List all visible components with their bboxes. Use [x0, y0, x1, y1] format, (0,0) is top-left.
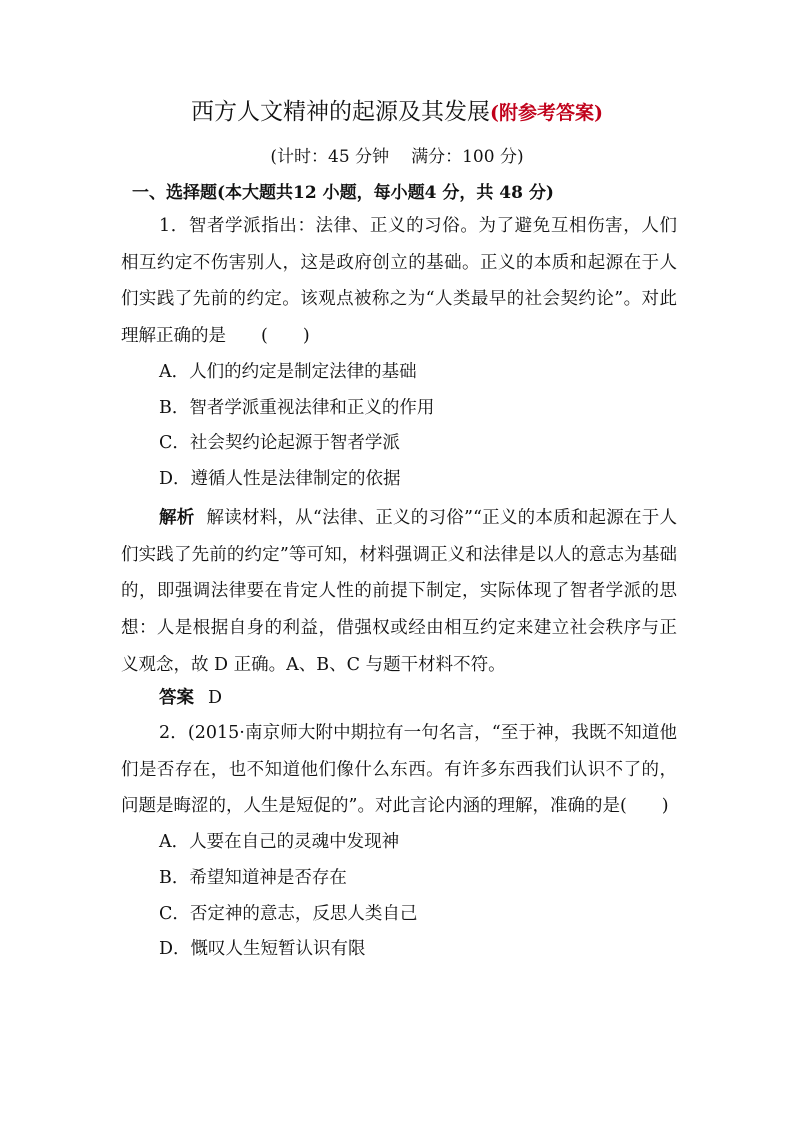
question-stem: 2．(2015·南京师大附中期拉有一句名言，“至于神，我既不知道他们是否存在，也不知道他们像什么东西。有许多东西我们认识不了的，问题是晦涩的，人生是短促的”。对此言论内涵的理解，准确的是( ) [121, 723, 677, 817]
option-d: D．遵循人性是法律制定的依据 [159, 468, 401, 489]
analysis [121, 500, 677, 684]
option-a: A．人们的约定是制定法律的基础 [159, 361, 417, 382]
answer-label: 答案 [159, 688, 194, 708]
analysis-text [121, 500, 677, 684]
option-d: D．慨叹人生短暂认识有限 [159, 939, 366, 960]
time-limit: (计时：45 分钟 [270, 147, 390, 167]
analysis-body: 解读材料，从“法律、正义的习俗”“正义的本质和起源在于人们实践了先前的约定”等可知，材料强调正义和法律是以人的意志为基础的，即强调法律要在肯定人性的前提下制定，实际体现了智者学派的思想：人是根据自身的利益，借强权或经由相互约定来建立社会秩序与正义观念，故 D 正确。A、B、C 与题干材料不符。 [121, 508, 678, 675]
option-c: C．否定神的意志，反思人类自己 [159, 903, 418, 924]
section-heading: 一、选择题(本大题共12 小题，每小题4 分，共 48 分) [132, 183, 554, 203]
exam-meta [0, 144, 794, 170]
answer-line [159, 680, 677, 716]
option-b: B．希望知道神是否存在 [159, 867, 347, 888]
answer [121, 680, 677, 716]
full-score: 满分：100 分) [411, 147, 524, 167]
document-title [0, 95, 794, 130]
title-main: 西方人文精神的起源及其发展 [191, 99, 490, 125]
title-note: (附参考答案) [490, 102, 603, 124]
question-1 [121, 208, 677, 498]
option-a: A．人要在自己的灵魂中发现神 [159, 832, 400, 853]
question-stem: 1．智者学派指出：法律、正义的习俗。为了避免互相伤害，人们相互约定不伤害别人，这是政府创立的基础。正义的本质和起源在于人们实践了先前的约定。该观点被称之为“人类最早的社会契约论”。对此理解正确的是 ( ) [121, 216, 677, 347]
option-b: B．智者学派重视法律和正义的作用 [159, 397, 435, 418]
answer-value: D [208, 688, 223, 708]
question-2 [121, 715, 677, 968]
option-c: C．社会契约论起源于智者学派 [159, 433, 400, 454]
analysis-label: 解析 [159, 508, 195, 528]
